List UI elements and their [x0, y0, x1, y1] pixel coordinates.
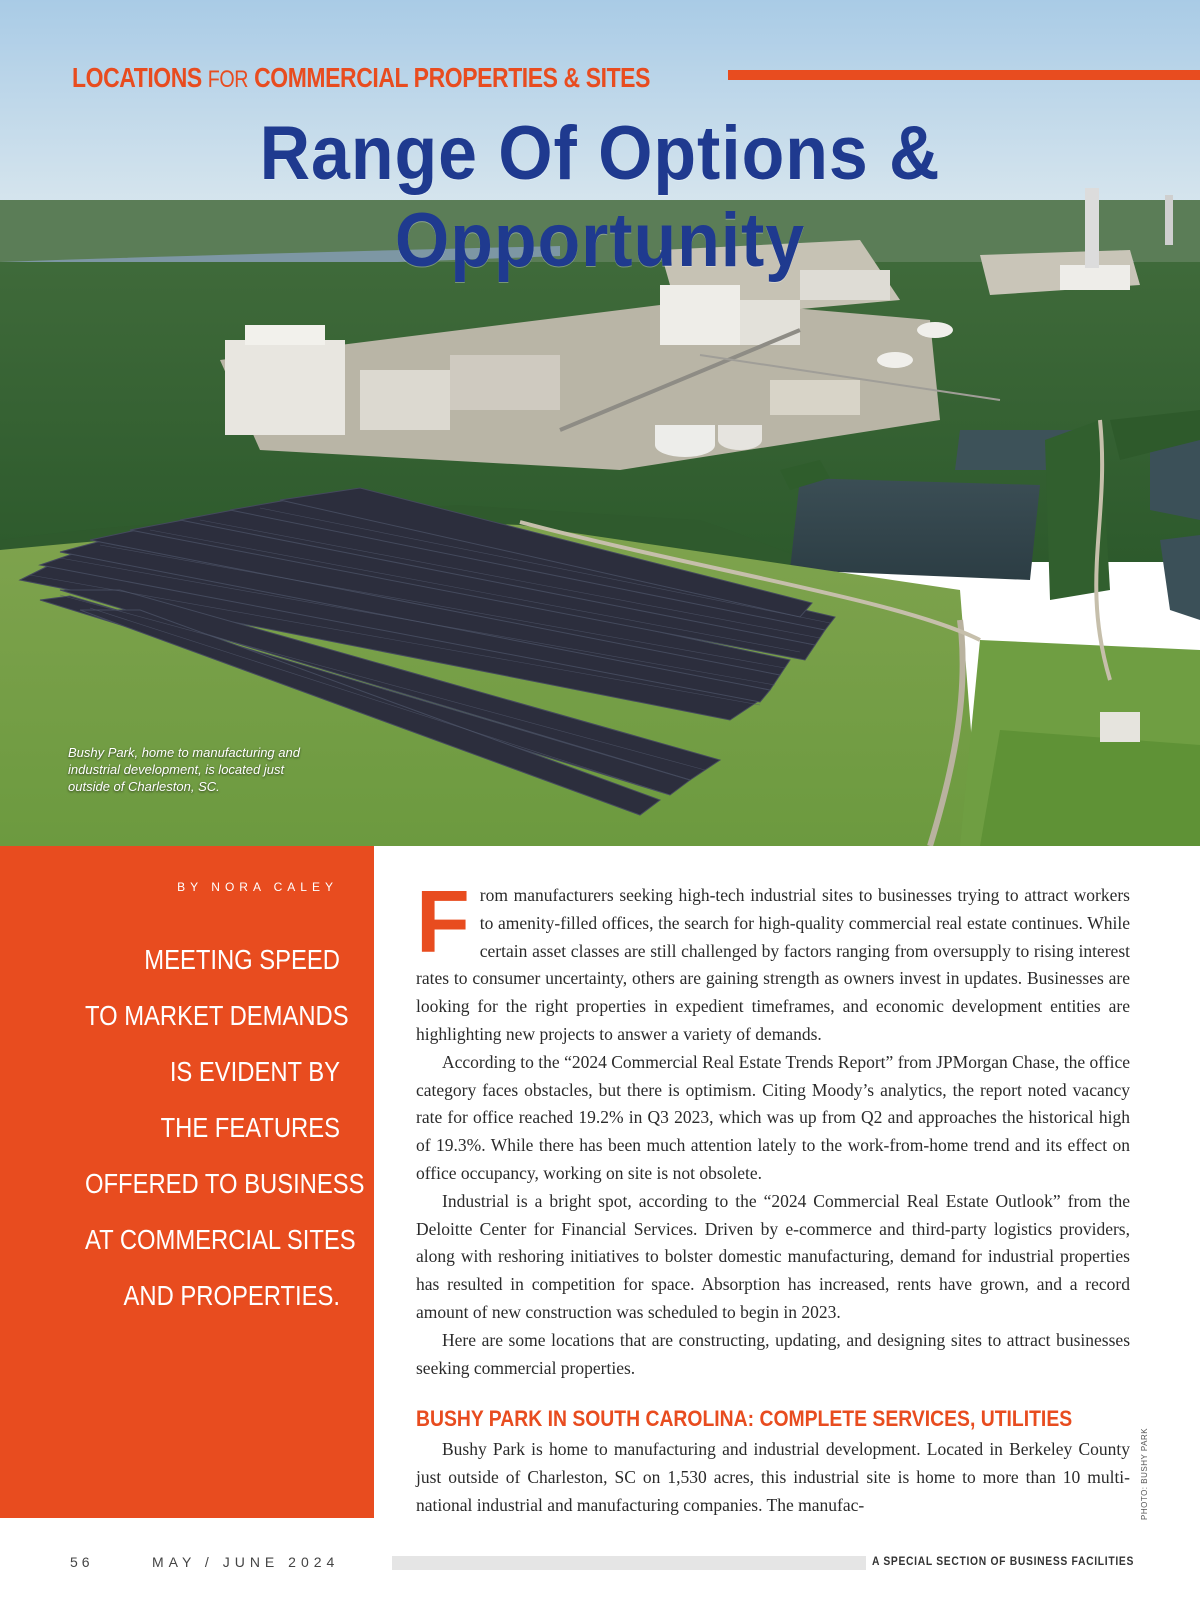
page-number: 56	[70, 1554, 94, 1570]
article-paragraph: Bushy Park is home to manufacturing and industrial development. Located in Berkeley County just outside of Charleston, SC on 1,530 acres, this industrial site is home to more than 10 multi-national industrial and manufacturing companies. The manufac-	[416, 1439, 1130, 1515]
article-subhead: BUSHY PARK IN SOUTH CAROLINA: COMPLETE SERVICES, UTILITIES	[416, 1406, 1073, 1432]
page-footer	[0, 1548, 1200, 1588]
pull-quote-line: MEETING SPEED	[144, 944, 340, 975]
pull-quote-line: IS EVIDENT BY	[169, 1056, 340, 1087]
section-accent-bar	[728, 70, 1200, 80]
section-header	[72, 58, 1200, 98]
footer-rule	[392, 1556, 866, 1570]
byline: BY NORA CALEY	[177, 880, 338, 894]
pull-quote-line: THE FEATURES	[160, 1112, 340, 1143]
article-paragraph: Here are some locations that are constructing, updating, and designing sites to attract businesses seeking commercial properties.	[416, 1329, 1130, 1378]
pull-quote-line: AND PROPERTIES.	[123, 1280, 340, 1311]
photo-caption: Bushy Park, home to manufacturing and industrial development, is located just outside of Charleston, SC.	[68, 745, 300, 794]
pull-quote-line: AT COMMERCIAL SITES	[85, 1224, 356, 1255]
photo-credit: PHOTO: BUSHY PARK	[1140, 1427, 1149, 1520]
article-paragraph: According to the “2024 Commercial Real Estate Trends Report” from JPMorgan Chase, the office category faces obstacles, but there is optimism. Citing Moody’s analytics, the report noted vacancy rate for office reached 19.2% in Q3 2023, which was up from Q2 and approaches the historical high of 19.3%. While there has been much attention lately to the work-from-home trend and its effect on office occupancy, working on site is not obsolete.	[416, 1051, 1130, 1183]
article-paragraph-text: rom manufacturers seeking high-tech industrial sites to businesses trying to attract workers to amenity-filled offices, the search for high-quality commercial real estate continues. While certain asset classes are still challenged by factors ranging from oversupply to rising interest rates to consumer uncertainty, others are gaining strength as owners invest in updates. Businesses are looking for the right properties in expedient timeframes, and economic development entities are highlighting new projects to answer a variety of demands.	[416, 885, 1130, 1044]
article-paragraph	[416, 872, 1130, 1049]
pull-quote-line: OFFERED TO BUSINESS	[85, 1168, 365, 1199]
page-title: Range Of Options & Opportunity	[259, 111, 941, 283]
section-label-locations: LOCATIONS	[72, 62, 202, 93]
section-label-for: FOR	[207, 66, 249, 93]
pull-quote-line: TO MARKET DEMANDS	[85, 1000, 349, 1031]
section-label-commercial: COMMERCIAL PROPERTIES & SITES	[254, 62, 650, 93]
article-paragraph: Industrial is a bright spot, according to the “2024 Commercial Real Estate Outlook” from the Deloitte Center for Financial Services. Driven by e-commerce and third-party logistics providers, along with reshoring initiatives to bolster domestic manufacturing, demand for industrial properties has resulted in competition for space. Absorption has increased, rents have grown, and a record amount of new construction was scheduled to begin in 2023.	[416, 1190, 1130, 1322]
sidebar-pullquote-panel	[0, 846, 374, 1518]
pull-quote	[40, 932, 365, 1324]
article-body	[416, 872, 1130, 1520]
issue-date: MAY / JUNE 2024	[152, 1554, 340, 1570]
section-label	[72, 62, 650, 94]
drop-cap: F	[416, 872, 470, 971]
footer-section-label: A SPECIAL SECTION OF BUSINESS FACILITIES	[872, 1554, 1135, 1568]
